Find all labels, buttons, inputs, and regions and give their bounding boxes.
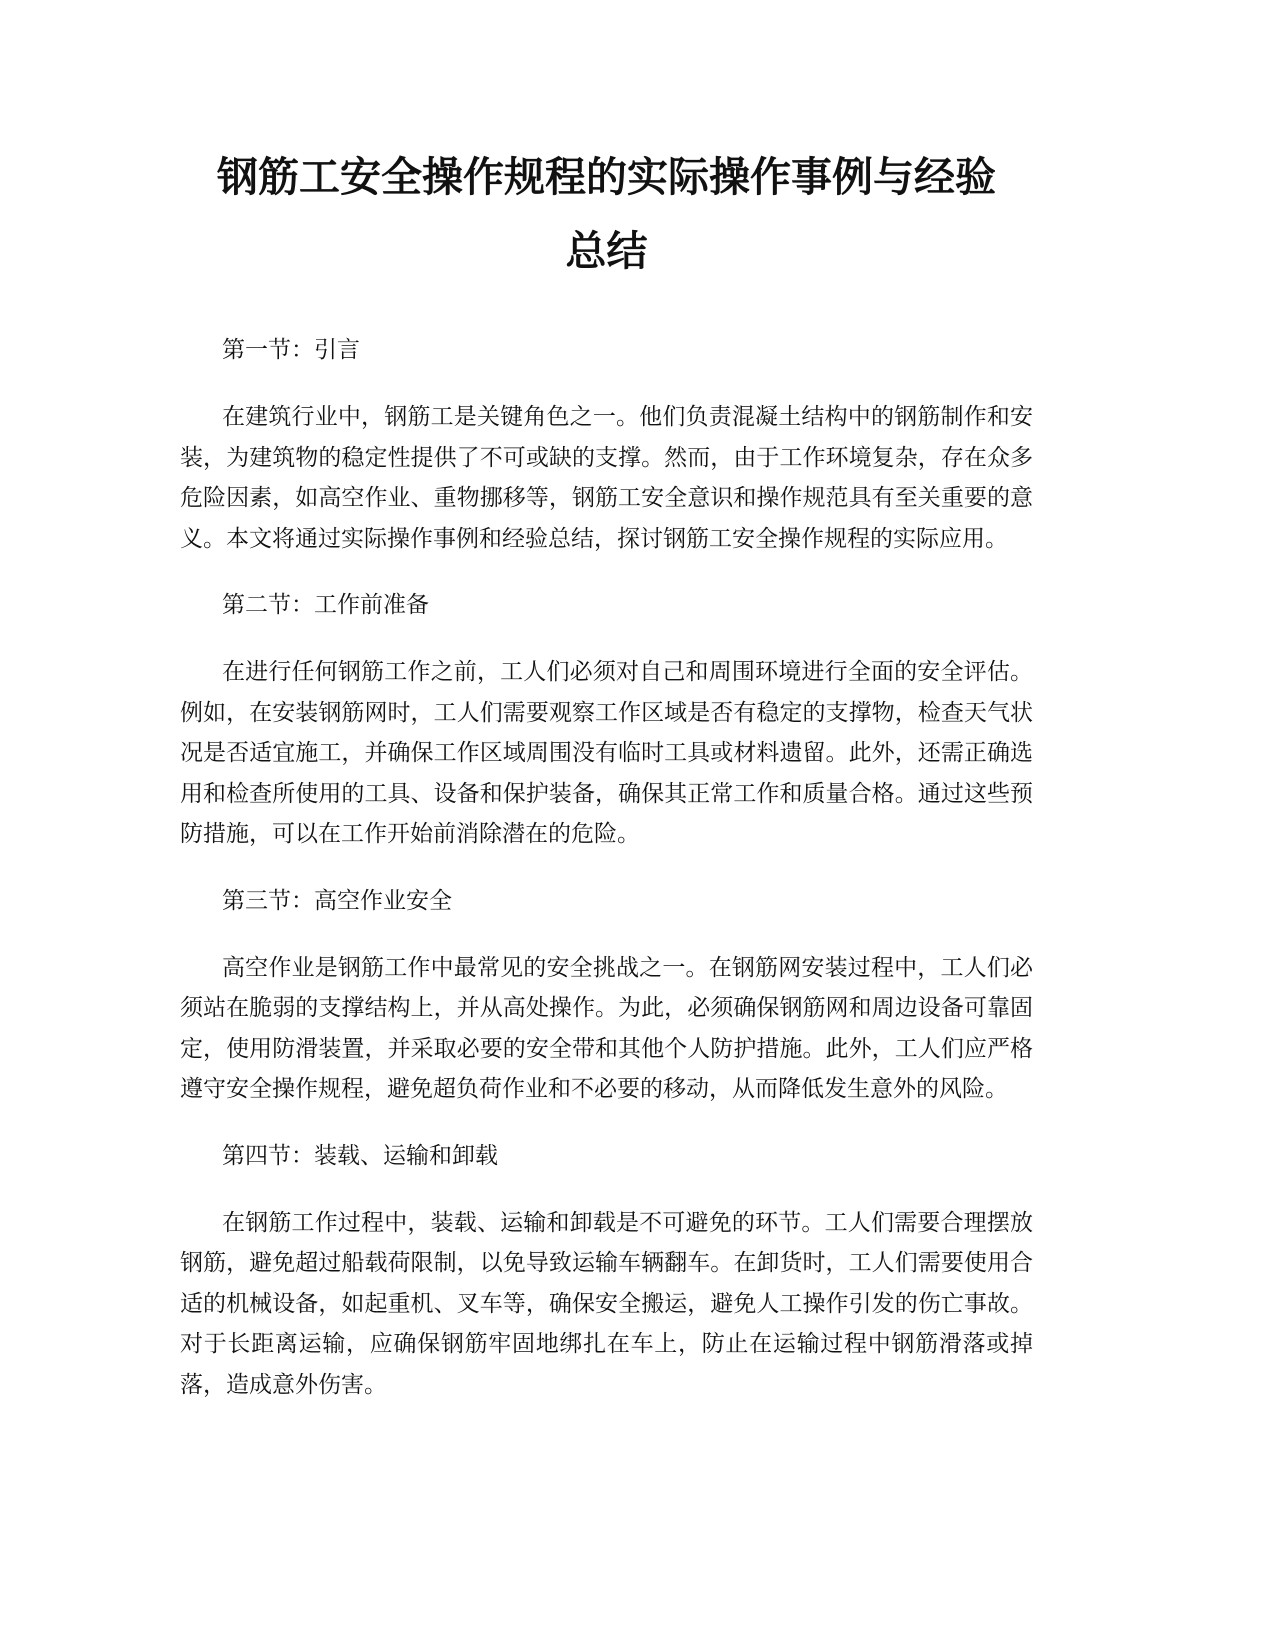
section-paragraph: 在钢筋工作过程中，装载、运输和卸载是不可避免的环节。工人们需要合理摆放钢筋，避免超过船载荷限制，以免导致运输车辆翻车。在卸货时，工人们需要使用合适的机械设备，如起重机、叉车等，确保安全搬运，避免人工操作引发的伤亡事故。对于长距离运输，应确保钢筋牢固地绑扎在车上，防止在运输过程中钢筋滑落或掉落，造成意外伤害。 — [180, 1209, 1033, 1398]
title-line-2: 总结 — [565, 227, 648, 275]
document-title — [180, 140, 1033, 288]
section-1 — [180, 330, 1033, 559]
section-4 — [180, 1136, 1033, 1406]
section-2 — [180, 585, 1033, 855]
section-heading: 第三节：高空作业安全 — [222, 887, 452, 914]
section-heading: 第四节：装载、运输和卸载 — [222, 1142, 498, 1169]
section-3 — [180, 881, 1033, 1110]
document-page — [180, 140, 1033, 1431]
section-paragraph: 高空作业是钢筋工作中最常见的安全挑战之一。在钢筋网安装过程中，工人们必须站在脆弱的支撑结构上，并从高处操作。为此，必须确保钢筋网和周边设备可靠固定，使用防滑装置，并采取必要的安全带和其他个人防护措施。此外，工人们应严格遵守安全操作规程，避免超负荷作业和不必要的移动，从而降低发生意外的风险。 — [180, 954, 1033, 1102]
section-heading: 第二节：工作前准备 — [222, 592, 429, 618]
section-paragraph: 在进行任何钢筋工作之前，工人们必须对自己和周围环境进行全面的安全评估。例如，在安装钢筋网时，工人们需要观察工作区域是否有稳定的支撑物，检查天气状况是否适宜施工，并确保工作区域周围没有临时工具或材料遗留。此外，还需正确选用和检查所使用的工具、设备和保护装备，确保其正常工作和质量合格。通过这些预防措施，可以在工作开始前消除潜在的危险。 — [180, 659, 1033, 847]
title-line-1: 钢筋工安全操作规程的实际操作事例与经验 — [217, 153, 996, 201]
section-paragraph: 在建筑行业中，钢筋工是关键角色之一。他们负责混凝土结构中的钢筋制作和安装，为建筑物的稳定性提供了不可或缺的支撑。然而，由于工作环境复杂，存在众多危险因素，如高空作业、重物挪移等，钢筋工安全意识和操作规范具有至关重要的意义。本文将通过实际操作事例和经验总结，探讨钢筋工安全操作规程的实际应用。 — [180, 404, 1033, 552]
section-heading: 第一节：引言 — [222, 337, 360, 363]
